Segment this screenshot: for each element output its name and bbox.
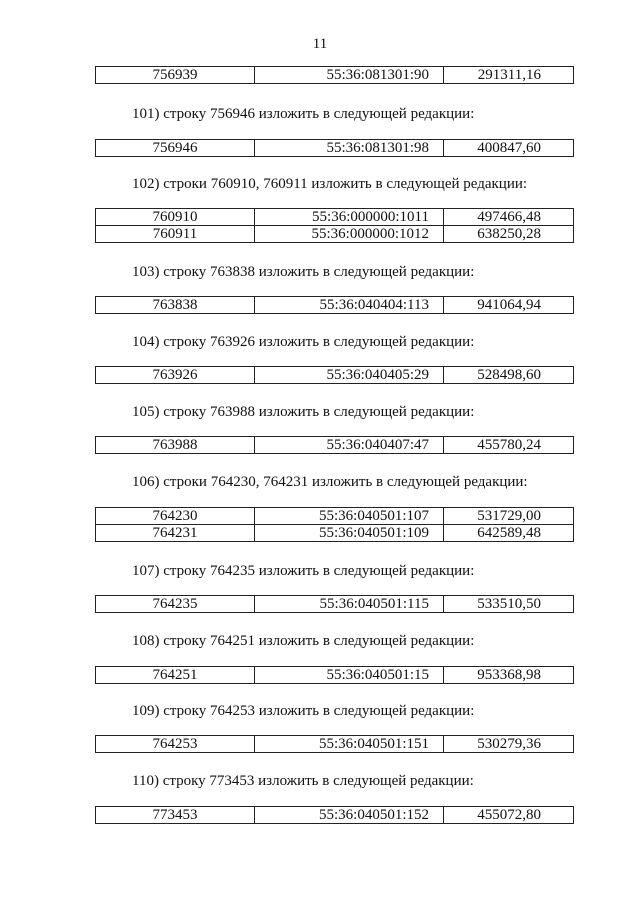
amendment-table: [95, 66, 574, 84]
row-number: 764230: [96, 508, 255, 525]
cadastral-number: 55:36:000000:1012: [255, 226, 444, 243]
cadastral-number: 55:36:081301:90: [255, 67, 444, 84]
cadastral-number: 55:36:040501:15: [255, 667, 444, 684]
cadastral-value: 953368,98: [444, 667, 574, 684]
table-row: [96, 667, 574, 684]
row-number: 760911: [96, 226, 255, 243]
amendment-table: [95, 436, 574, 454]
cadastral-number: 55:36:040501:115: [255, 596, 444, 613]
table-row: [96, 140, 574, 157]
row-number: 764235: [96, 596, 255, 613]
amendment-table: [95, 366, 574, 384]
table-row: [96, 807, 574, 824]
table-row: [96, 437, 574, 454]
cadastral-value: 533510,50: [444, 596, 574, 613]
cadastral-value: 497466,48: [444, 209, 574, 226]
cadastral-value: 642589,48: [444, 525, 574, 542]
amendment-instruction: 108) строку 764251 изложить в следующей редакции:: [132, 633, 475, 649]
amendment-instruction: 109) строку 764253 изложить в следующей редакции:: [132, 703, 475, 719]
cadastral-value: 455780,24: [444, 437, 574, 454]
cadastral-value: 638250,28: [444, 226, 574, 243]
table-row: [96, 367, 574, 384]
amendment-table: [95, 208, 574, 243]
row-number: 773453: [96, 807, 255, 824]
row-number: 756946: [96, 140, 255, 157]
row-number: 763926: [96, 367, 255, 384]
cadastral-value: 528498,60: [444, 367, 574, 384]
amendment-instruction: 102) строки 760910, 760911 изложить в следующей редакции:: [132, 176, 528, 192]
table-row: [96, 508, 574, 525]
cadastral-value: 455072,80: [444, 807, 574, 824]
row-number: 763988: [96, 437, 255, 454]
row-number: 764231: [96, 525, 255, 542]
amendment-instruction: 107) строку 764235 изложить в следующей редакции:: [132, 563, 475, 579]
table-row: [96, 226, 574, 243]
amendment-instruction: 110) строку 773453 изложить в следующей редакции:: [132, 773, 474, 789]
cadastral-value: 400847,60: [444, 140, 574, 157]
cadastral-number: 55:36:081301:98: [255, 140, 444, 157]
page-number: 11: [312, 36, 328, 52]
row-number: 760910: [96, 209, 255, 226]
amendment-table: [95, 666, 574, 684]
amendment-instruction: 104) строку 763926 изложить в следующей редакции:: [132, 334, 475, 350]
cadastral-number: 55:36:040501:109: [255, 525, 444, 542]
amendment-instruction: 101) строку 756946 изложить в следующей редакции:: [132, 106, 475, 122]
cadastral-number: 55:36:040501:151: [255, 736, 444, 753]
table-row: [96, 525, 574, 542]
cadastral-number: 55:36:040501:107: [255, 508, 444, 525]
amendment-table: [95, 595, 574, 613]
cadastral-number: 55:36:040405:29: [255, 367, 444, 384]
amendment-table: [95, 296, 574, 314]
amendment-table: [95, 735, 574, 753]
amendment-instruction: 103) строку 763838 изложить в следующей редакции:: [132, 264, 475, 280]
row-number: 764251: [96, 667, 255, 684]
table-row: [96, 297, 574, 314]
amendment-table: [95, 139, 574, 157]
cadastral-number: 55:36:040501:152: [255, 807, 444, 824]
cadastral-value: 941064,94: [444, 297, 574, 314]
amendment-instruction: 106) строки 764230, 764231 изложить в следующей редакции:: [132, 474, 528, 490]
cadastral-value: 531729,00: [444, 508, 574, 525]
table-row: [96, 736, 574, 753]
amendment-table: [95, 507, 574, 542]
cadastral-value: 530279,36: [444, 736, 574, 753]
cadastral-number: 55:36:000000:1011: [255, 209, 444, 226]
row-number: 764253: [96, 736, 255, 753]
cadastral-number: 55:36:040404:113: [255, 297, 444, 314]
table-row: [96, 596, 574, 613]
cadastral-value: 291311,16: [444, 67, 574, 84]
amendment-table: [95, 806, 574, 824]
table-row: [96, 209, 574, 226]
table-row: [96, 67, 574, 84]
row-number: 756939: [96, 67, 255, 84]
cadastral-number: 55:36:040407:47: [255, 437, 444, 454]
row-number: 763838: [96, 297, 255, 314]
amendment-instruction: 105) строку 763988 изложить в следующей редакции:: [132, 404, 475, 420]
